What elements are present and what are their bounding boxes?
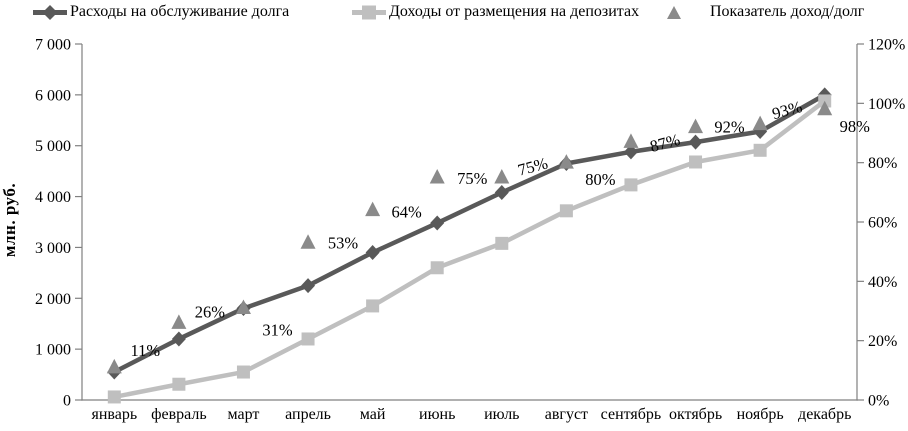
svg-text:май: май	[359, 406, 386, 423]
svg-text:декабрь: декабрь	[798, 406, 852, 423]
svg-text:6 000: 6 000	[35, 87, 71, 105]
svg-text:октябрь: октябрь	[668, 406, 723, 423]
svg-text:20%: 20%	[868, 333, 898, 351]
svg-text:июнь: июнь	[419, 406, 456, 423]
svg-text:0%: 0%	[868, 392, 890, 410]
svg-text:53%: 53%	[327, 233, 359, 253]
svg-text:92%: 92%	[714, 117, 745, 137]
legend-label-expenses: Расходы на обслуживание долга	[70, 3, 290, 20]
svg-text:93%: 93%	[770, 97, 805, 124]
legend-label-ratio: Показатель доход/долг	[710, 3, 865, 20]
svg-text:август: август	[544, 406, 589, 423]
svg-text:26%: 26%	[194, 302, 225, 322]
svg-text:февраль: февраль	[151, 406, 207, 423]
svg-text:1 000: 1 000	[35, 341, 71, 359]
svg-text:7 000: 7 000	[35, 36, 71, 54]
svg-text:75%: 75%	[515, 153, 550, 180]
svg-text:0: 0	[63, 392, 71, 410]
svg-text:ноябрь: ноябрь	[736, 406, 784, 423]
svg-text:январь: январь	[91, 406, 138, 423]
svg-text:сентябрь: сентябрь	[600, 406, 662, 423]
svg-text:75%: 75%	[457, 169, 488, 188]
svg-text:60%: 60%	[868, 214, 898, 232]
legend-label-income: Доходы от размещения на депозитах	[389, 3, 640, 20]
svg-text:31%: 31%	[262, 320, 293, 340]
svg-text:40%: 40%	[868, 273, 898, 291]
y-axis-title: млн. руб.	[0, 182, 19, 258]
svg-text:5 000: 5 000	[35, 138, 71, 156]
svg-text:80%: 80%	[868, 155, 898, 173]
svg-text:64%: 64%	[391, 202, 422, 222]
svg-text:апрель: апрель	[285, 406, 331, 423]
svg-text:3 000: 3 000	[35, 239, 71, 257]
svg-text:100%: 100%	[868, 95, 906, 113]
svg-text:120%: 120%	[868, 36, 906, 54]
svg-text:11%: 11%	[130, 340, 161, 360]
svg-text:80%: 80%	[585, 170, 616, 190]
svg-text:2 000: 2 000	[35, 290, 71, 308]
svg-text:март: март	[227, 406, 260, 423]
svg-text:4 000: 4 000	[35, 189, 71, 207]
svg-text:июль: июль	[484, 406, 520, 423]
svg-text:98%: 98%	[839, 116, 870, 136]
svg-text:87%: 87%	[647, 129, 683, 156]
